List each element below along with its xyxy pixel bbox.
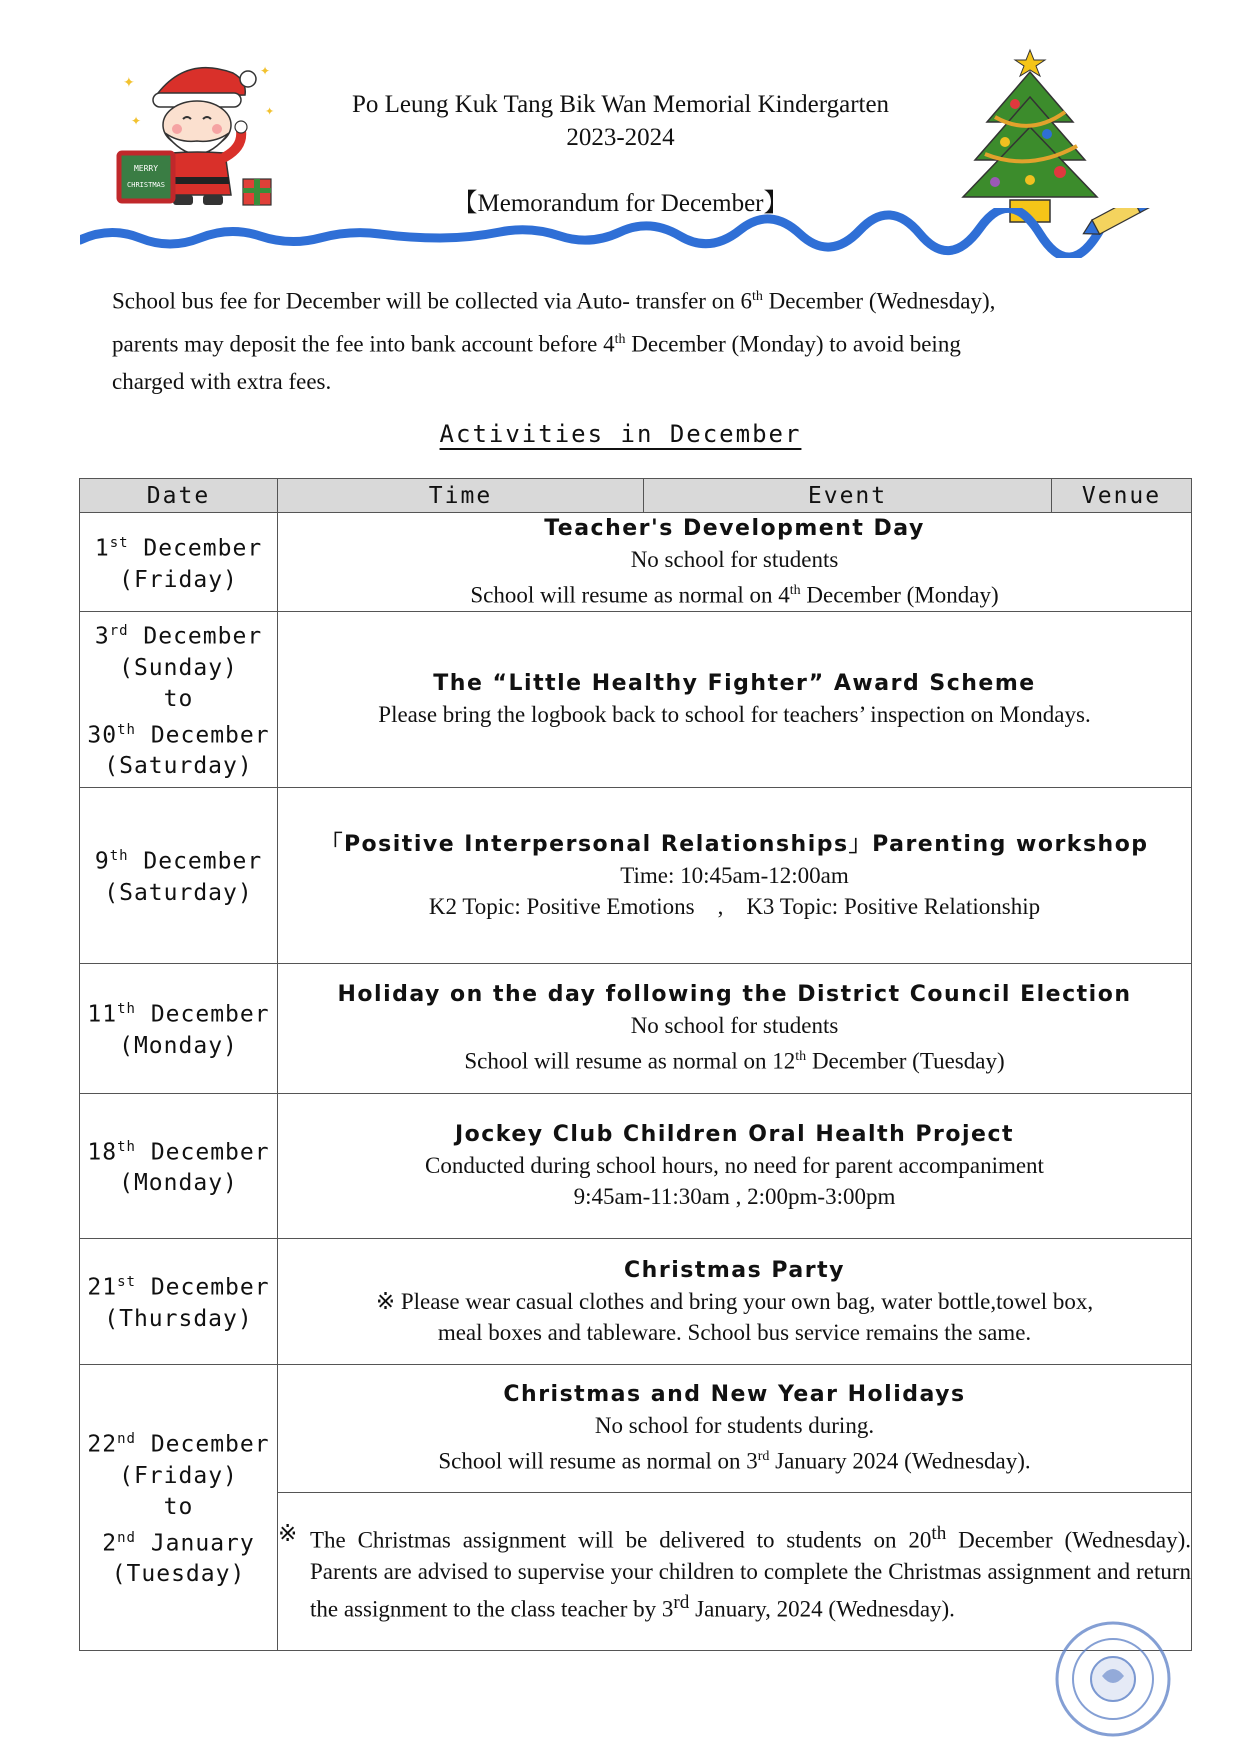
notice-line-3: charged with extra fees. xyxy=(112,369,332,395)
school-name: Po Leung Kuk Tang Bik Wan Memorial Kindergarten xyxy=(351,91,890,118)
event-title: Holiday on the day following the District Council Election xyxy=(337,982,1132,1008)
table-row xyxy=(80,1238,1192,1364)
notice-line-1: School bus fee for December will be collected via Auto- transfer on 6th December (Wednesday), xyxy=(112,288,996,314)
row-event: Christmas Party ※ Please wear casual clothes and bring your own bag, water bottle,towel box, meal boxes and tableware. School bus service remains the same. xyxy=(278,1238,1192,1364)
wave-divider xyxy=(80,208,1170,258)
table-row xyxy=(80,963,1192,1093)
table-row xyxy=(80,1364,1192,1492)
event-title: Christmas and New Year Holidays xyxy=(503,1382,966,1408)
activities-table xyxy=(79,478,1192,1651)
table-row xyxy=(80,611,1192,787)
header-venue: Venue xyxy=(1052,479,1192,513)
row-date: 1st December (Friday) xyxy=(80,513,278,612)
event-title: 「Positive Interpersonal Relationships」Parenting workshop xyxy=(320,831,1149,857)
svg-text:✦: ✦ xyxy=(265,106,275,118)
school-seal-stamp xyxy=(1052,1618,1174,1740)
note-text: The Christmas assignment will be delivered to students on 20th December (Wednesday). Parents are advised to supervise your children to complete the Christmas assignment and return the assignment to the class teacher by 3rd January, 2024 (Wednesday). xyxy=(310,1523,1191,1622)
row-date: 11th December (Monday) xyxy=(80,963,278,1093)
christmas-tree-illustration xyxy=(955,42,1105,227)
row-event: Teacher's Development Day No school for students School will resume as normal on 4th December (Monday) xyxy=(278,513,1192,612)
row-event: The “Little Healthy Fighter” Award Scheme Please bring the logbook back to school for teachers’ inspection on Mondays. xyxy=(278,611,1192,787)
notice-line-2: parents may deposit the fee into bank account before 4th December (Monday) to avoid being xyxy=(112,331,961,357)
svg-text:✦: ✦ xyxy=(123,76,135,91)
row-event: 「Positive Interpersonal Relationships」Parenting workshop Time: 10:45am-12:00am K2 Topic: Positive Emotions , K3 Topic: Positive Relationship xyxy=(278,787,1192,963)
table-row xyxy=(80,513,1192,612)
row-event: Holiday on the day following the District Council Election No school for students School will resume as normal on 12th December (Tuesday) xyxy=(278,963,1192,1093)
bus-fee-notice xyxy=(112,278,1132,401)
row-event: Christmas and New Year Holidays No school for students during. School will resume as normal on 3rd January 2024 (Wednesday). xyxy=(278,1364,1192,1492)
header-event: Event xyxy=(644,479,1052,513)
row-event: Jockey Club Children Oral Health Project Conducted during school hours, no need for parent accompaniment 9:45am-11:30am , 2:00pm-3:00pm xyxy=(278,1093,1192,1238)
sign-text-christmas: CHRISTMAS xyxy=(127,181,165,189)
event-title: Jockey Club Children Oral Health Project xyxy=(454,1122,1015,1148)
event-title: The “Little Healthy Fighter” Award Scheme xyxy=(433,671,1036,697)
row-date: 21st December (Thursday) xyxy=(80,1238,278,1364)
sign-text-merry: MERRY xyxy=(133,164,159,173)
table-header-row xyxy=(80,479,1192,513)
svg-text:✦: ✦ xyxy=(260,64,271,78)
event-title: Teacher's Development Day xyxy=(544,516,925,541)
row-date: 22nd December (Friday) to 2nd January (Tuesday) xyxy=(80,1364,278,1650)
table-row xyxy=(80,787,1192,963)
row-date: 18th December (Monday) xyxy=(80,1093,278,1238)
memo-title: 【Memorandum for December】 xyxy=(452,190,789,217)
header-time: Time xyxy=(278,479,644,513)
header-date: Date xyxy=(80,479,278,513)
school-year: 2023-2024 xyxy=(566,124,675,151)
row-date: 3rd December (Sunday) to 30th December (Saturday) xyxy=(80,611,278,787)
svg-text:✦: ✦ xyxy=(131,114,142,128)
note-mark: ※ xyxy=(278,1521,298,1546)
row-date: 9th December (Saturday) xyxy=(80,787,278,963)
activities-title: Activities in December xyxy=(439,420,802,448)
event-title: Christmas Party xyxy=(624,1257,845,1283)
table-row xyxy=(80,1093,1192,1238)
